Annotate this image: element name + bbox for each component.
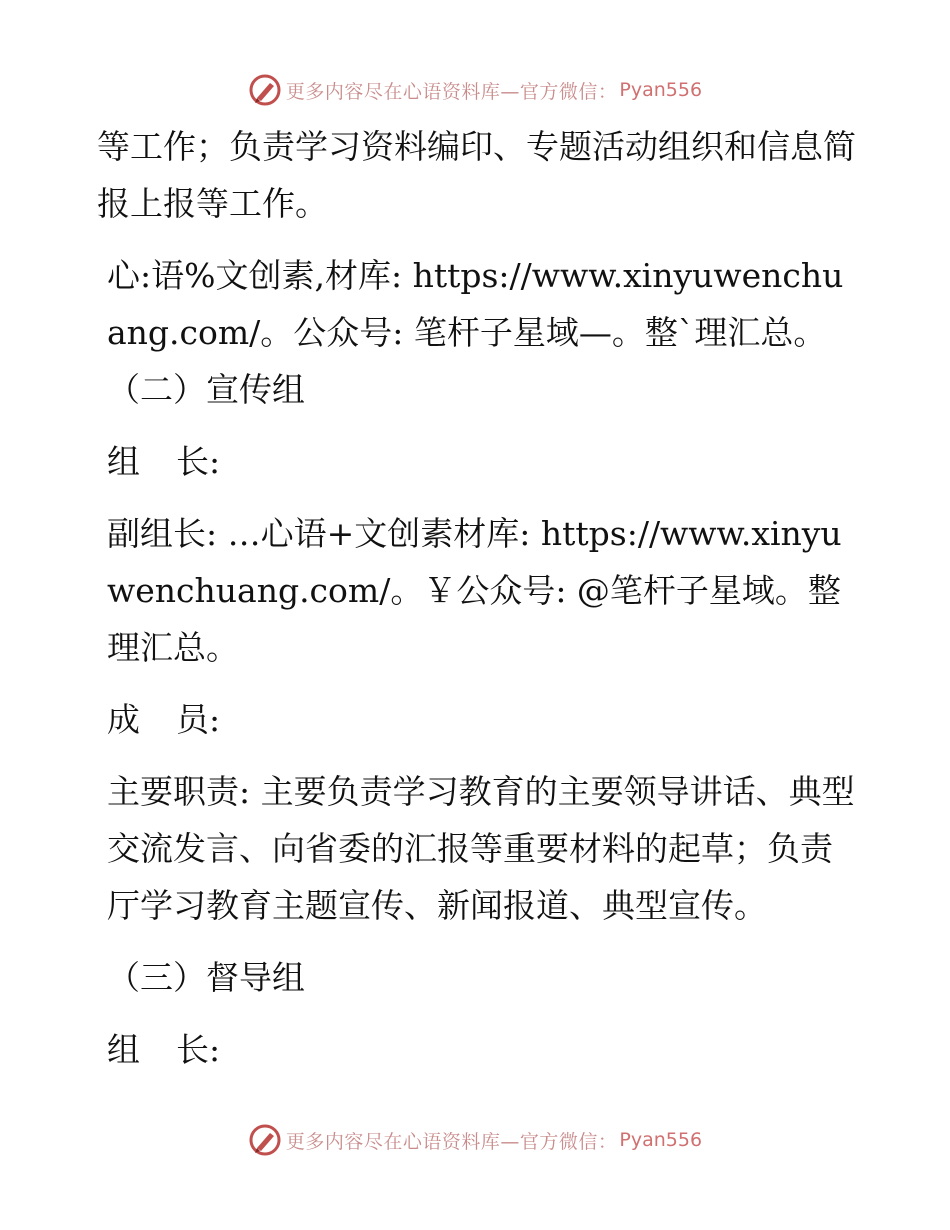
paragraph-duties: 主要职责: 主要负责学习教育的主要领导讲话、典型交流发言、向省委的汇报等重要材料的起草；负责厅学习教育主题宣传、新闻报道、典型宣传。 [107,772,855,925]
watermark-wechat-id: Pyan556 [619,1129,703,1151]
watermark-text: 更多内容尽在心语资料库—官方微信： [285,80,618,103]
paragraph-2: 心:语%文创素,材库: https://www.xinyuwenchuang.com/。公众号: 笔杆子星域—。整`理汇总。（二）宣传组 [107,256,844,409]
watermark-wechat-id: Pyan556 [619,79,703,101]
supervision-leader-line [97,1021,857,1078]
watermark-text: 更多内容尽在心语资料库—官方微信： [285,1130,618,1153]
paragraph-deputy-leader: 副组长: …心语+文创素材库: https://www.xinyuwenchuang.com/。￥公众号: @笔杆子星域。整理汇总。 [107,514,842,667]
supervision-leader-label-a: 组 [107,1030,140,1069]
header-watermark [0,70,950,110]
pen-circle-logo-icon [248,73,282,107]
members-label-a: 成 [107,700,140,739]
section-heading-supervision: （三）督导组 [107,958,305,997]
paragraph-1: 等工作；负责学习资料编印、专题活动组织和信息简报上报等工作。 [97,127,856,223]
group-leader-label-a: 组 [107,442,140,481]
footer-watermark [0,1120,950,1160]
group-leader-label-b: 长: [176,442,221,481]
document-body [97,118,857,1093]
members-line [97,691,857,748]
members-label-b: 员: [176,700,221,739]
group-leader-line [97,433,857,490]
supervision-leader-label-b: 长: [176,1030,221,1069]
pen-circle-logo-icon [248,1123,282,1157]
